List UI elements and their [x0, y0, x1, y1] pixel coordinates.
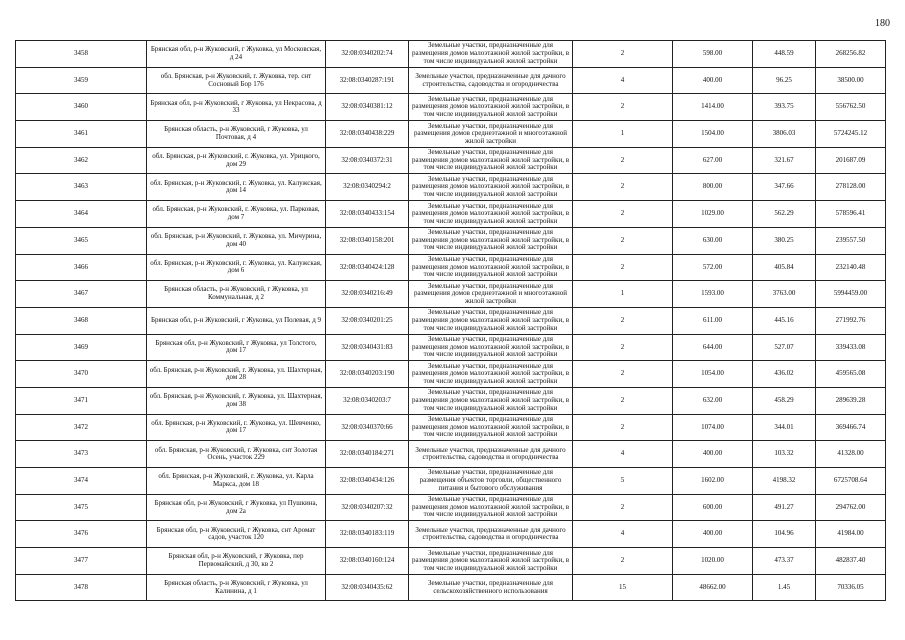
table-row — [16, 307, 886, 334]
cadastral-value-cell: 271992.76 — [816, 307, 886, 334]
address-cell: Брянская обл, р-н Жуковский, г Жуковка, ул Полевая, д 9 — [147, 307, 326, 334]
area-cell: 611.00 — [673, 307, 753, 334]
cadastral-number-cell: 32:08:0340202:74 — [326, 41, 409, 68]
area-cell: 400.00 — [673, 521, 753, 548]
area-cell: 400.00 — [673, 67, 753, 94]
table-row — [16, 41, 886, 68]
land-use-cell: Земельные участки, предназначенные для размещения домов малоэтажной жилой застройки, в том числе индивидуальной жилой застройки — [409, 494, 573, 521]
cadastral-value-cell: 289639.28 — [816, 387, 886, 414]
specific-value-cell: 473.37 — [753, 548, 816, 575]
table-row — [16, 254, 886, 281]
row-number: 3478 — [16, 574, 147, 601]
cadastral-value-cell: 201687.09 — [816, 147, 886, 174]
land-use-cell: Земельные участки, предназначенные для размещения домов среднеэтажной и многоэтажной жилой застройки — [409, 281, 573, 308]
land-use-cell: Земельные участки, предназначенные для размещения домов малоэтажной жилой застройки, в том числе индивидуальной жилой застройки — [409, 387, 573, 414]
row-number: 3458 — [16, 41, 147, 68]
land-use-cell: Земельные участки, предназначенные для дачного строительства, садоводства и огородничества — [409, 521, 573, 548]
specific-value-cell: 448.59 — [753, 41, 816, 68]
specific-value-cell: 562.29 — [753, 201, 816, 228]
address-cell: обл. Брянская, р-н Жуковский, г. Жуковка, ул. Карла Маркса, дом 18 — [147, 468, 326, 495]
address-cell: Брянская область, р-н Жуковский, г Жуковка, ул Почтовая, д 4 — [147, 121, 326, 148]
row-number: 3465 — [16, 227, 147, 254]
table-row — [16, 574, 886, 601]
area-cell: 644.00 — [673, 334, 753, 361]
group-cell: 2 — [573, 41, 673, 68]
specific-value-cell: 458.29 — [753, 387, 816, 414]
cadastral-number-cell: 32:08:0340207:32 — [326, 494, 409, 521]
group-cell: 2 — [573, 254, 673, 281]
specific-value-cell: 445.16 — [753, 307, 816, 334]
land-use-cell: Земельные участки, предназначенные для размещения домов малоэтажной жилой застройки, в том числе индивидуальной жилой застройки — [409, 94, 573, 121]
cadastral-value-cell: 38500.00 — [816, 67, 886, 94]
land-use-cell: Земельные участки, предназначенные для размещения домов малоэтажной жилой застройки, в том числе индивидуальной жилой застройки — [409, 548, 573, 575]
cadastral-value-cell: 70336.05 — [816, 574, 886, 601]
cadastral-value-cell: 369466.74 — [816, 414, 886, 441]
land-use-cell: Земельные участки, предназначенные для размещения домов малоэтажной жилой застройки, в том числе индивидуальной жилой застройки — [409, 227, 573, 254]
specific-value-cell: 491.27 — [753, 494, 816, 521]
group-cell: 2 — [573, 174, 673, 201]
row-number: 3459 — [16, 67, 147, 94]
address-cell: Брянская обл, р-н Жуковский, г Жуковка, ул Толстого, дом 17 — [147, 334, 326, 361]
specific-value-cell: 3806.03 — [753, 121, 816, 148]
land-use-cell: Земельные участки, предназначенные для размещения домов малоэтажной жилой застройки, в том числе индивидуальной жилой застройки — [409, 147, 573, 174]
area-cell: 1504.00 — [673, 121, 753, 148]
area-cell: 627.00 — [673, 147, 753, 174]
cadastral-number-cell: 32:08:0340216:49 — [326, 281, 409, 308]
group-cell: 2 — [573, 201, 673, 228]
cadastral-value-cell: 339433.08 — [816, 334, 886, 361]
row-number: 3471 — [16, 387, 147, 414]
group-cell: 2 — [573, 94, 673, 121]
page-number: 180 — [875, 18, 890, 29]
cadastral-number-cell: 32:08:0340201:25 — [326, 307, 409, 334]
table-row — [16, 414, 886, 441]
cadastral-value-cell: 6725708.64 — [816, 468, 886, 495]
land-use-cell: Земельные участки, предназначенные для сельскохозяйственного использования — [409, 574, 573, 601]
row-number: 3463 — [16, 174, 147, 201]
specific-value-cell: 380.25 — [753, 227, 816, 254]
address-cell: обл. Брянская, р-н Жуковский, г. Жуковка, ул. Шевченко, дом 17 — [147, 414, 326, 441]
cadastral-number-cell: 32:08:0340160:124 — [326, 548, 409, 575]
row-number: 3460 — [16, 94, 147, 121]
group-cell: 2 — [573, 361, 673, 388]
cadastral-number-cell: 32:08:0340184:271 — [326, 441, 409, 468]
row-number: 3472 — [16, 414, 147, 441]
address-cell: обл. Брянская, р-н Жуковский, г. Жуковка, ул. Урицкого, дом 29 — [147, 147, 326, 174]
cadastral-value-cell: 5724245.12 — [816, 121, 886, 148]
address-cell: Брянская область, р-н Жуковский, г Жуковка, ул Калинина, д 1 — [147, 574, 326, 601]
address-cell: Брянская обл, р-н Жуковский, г Жуковка, ул Московская, д 24 — [147, 41, 326, 68]
land-use-cell: Земельные участки, предназначенные для размещения домов малоэтажной жилой застройки, в том числе индивидуальной жилой застройки — [409, 334, 573, 361]
cadastral-value-cell: 239557.50 — [816, 227, 886, 254]
table-row — [16, 121, 886, 148]
group-cell: 1 — [573, 281, 673, 308]
address-cell: Брянская обл, р-н Жуковский, г Жуковка, пер Первомайский, д 30, кв 2 — [147, 548, 326, 575]
table-row — [16, 548, 886, 575]
group-cell: 2 — [573, 307, 673, 334]
row-number: 3461 — [16, 121, 147, 148]
specific-value-cell: 347.66 — [753, 174, 816, 201]
area-cell: 1593.00 — [673, 281, 753, 308]
group-cell: 4 — [573, 521, 673, 548]
group-cell: 5 — [573, 468, 673, 495]
row-number: 3464 — [16, 201, 147, 228]
group-cell: 2 — [573, 387, 673, 414]
group-cell: 2 — [573, 334, 673, 361]
area-cell: 600.00 — [673, 494, 753, 521]
area-cell: 630.00 — [673, 227, 753, 254]
area-cell: 1602.00 — [673, 468, 753, 495]
cadastral-number-cell: 32:08:0340287:191 — [326, 67, 409, 94]
address-cell: обл. Брянская, р-н Жуковский, г. Жуковка, ул. Мичурина, дом 40 — [147, 227, 326, 254]
cadastral-number-cell: 32:08:0340433:154 — [326, 201, 409, 228]
cadastral-value-cell: 5994459.00 — [816, 281, 886, 308]
address-cell: обл. Брянская, р-н Жуковский, г. Жуковка, тер. снт Сосновый Бор 176 — [147, 67, 326, 94]
group-cell: 1 — [573, 121, 673, 148]
address-cell: обл. Брянская, р-н Жуковский, г. Жуковка, ул. Калужская, дом 14 — [147, 174, 326, 201]
row-number: 3467 — [16, 281, 147, 308]
cadastral-number-cell: 32:08:0340438:229 — [326, 121, 409, 148]
cadastral-number-cell: 32:08:0340294:2 — [326, 174, 409, 201]
cadastral-number-cell: 32:08:0340372:31 — [326, 147, 409, 174]
row-number: 3468 — [16, 307, 147, 334]
land-use-cell: Земельные участки, предназначенные для размещения домов малоэтажной жилой застройки, в том числе индивидуальной жилой застройки — [409, 361, 573, 388]
row-number: 3473 — [16, 441, 147, 468]
area-cell: 1029.00 — [673, 201, 753, 228]
land-use-cell: Земельные участки, предназначенные для размещения объектов торговли, общественного питания и бытового обслуживания — [409, 468, 573, 495]
table-row — [16, 94, 886, 121]
cadastral-number-cell: 32:08:0340183:119 — [326, 521, 409, 548]
table-row — [16, 281, 886, 308]
row-number: 3476 — [16, 521, 147, 548]
specific-value-cell: 527.07 — [753, 334, 816, 361]
group-cell: 2 — [573, 227, 673, 254]
area-cell: 1414.00 — [673, 94, 753, 121]
group-cell: 2 — [573, 494, 673, 521]
area-cell: 48662.00 — [673, 574, 753, 601]
row-number: 3470 — [16, 361, 147, 388]
table-row — [16, 441, 886, 468]
specific-value-cell: 405.84 — [753, 254, 816, 281]
cadastral-number-cell: 32:08:0340158:201 — [326, 227, 409, 254]
address-cell: обл. Брянская, р-н Жуковский, г. Жуковка, ул. Шахтерная, дом 38 — [147, 387, 326, 414]
cadastral-value-cell: 232140.48 — [816, 254, 886, 281]
cadastral-value-table — [15, 40, 886, 601]
cadastral-number-cell: 32:08:0340381:12 — [326, 94, 409, 121]
specific-value-cell: 3763.00 — [753, 281, 816, 308]
area-cell: 400.00 — [673, 441, 753, 468]
land-use-cell: Земельные участки, предназначенные для размещения домов малоэтажной жилой застройки, в том числе индивидуальной жилой застройки — [409, 254, 573, 281]
land-use-cell: Земельные участки, предназначенные для размещения домов малоэтажной жилой застройки, в том числе индивидуальной жилой застройки — [409, 201, 573, 228]
specific-value-cell: 103.32 — [753, 441, 816, 468]
cadastral-value-cell: 278128.00 — [816, 174, 886, 201]
group-cell: 15 — [573, 574, 673, 601]
table-body — [16, 41, 886, 601]
cadastral-number-cell: 32:08:0340424:128 — [326, 254, 409, 281]
address-cell: Брянская обл, р-н Жуковский, г Жуковка, снт Аромат садов, участок 120 — [147, 521, 326, 548]
land-use-cell: Земельные участки, предназначенные для дачного строительства, садоводства и огородничества — [409, 67, 573, 94]
row-number: 3477 — [16, 548, 147, 575]
table-row — [16, 387, 886, 414]
cadastral-number-cell: 32:08:0340370:66 — [326, 414, 409, 441]
address-cell: обл. Брянская, р-н Жуковский, г. Жуковка, ул. Парковая, дом 7 — [147, 201, 326, 228]
cadastral-value-cell: 578596.41 — [816, 201, 886, 228]
area-cell: 572.00 — [673, 254, 753, 281]
row-number: 3462 — [16, 147, 147, 174]
cadastral-value-cell: 294762.00 — [816, 494, 886, 521]
specific-value-cell: 96.25 — [753, 67, 816, 94]
cadastral-value-cell: 459565.08 — [816, 361, 886, 388]
table-row — [16, 334, 886, 361]
cadastral-value-cell: 41984.00 — [816, 521, 886, 548]
address-cell: Брянская обл, р-н Жуковский, г Жуковка, ул Пушкина, дом 2а — [147, 494, 326, 521]
table-row — [16, 494, 886, 521]
group-cell: 4 — [573, 441, 673, 468]
cadastral-value-cell: 482837.40 — [816, 548, 886, 575]
specific-value-cell: 4198.32 — [753, 468, 816, 495]
land-use-cell: Земельные участки, предназначенные для размещения домов малоэтажной жилой застройки, в том числе индивидуальной жилой застройки — [409, 41, 573, 68]
group-cell: 2 — [573, 147, 673, 174]
cadastral-number-cell: 32:08:0340203:190 — [326, 361, 409, 388]
address-cell: обл. Брянская, р-н Жуковский, г. Жуковка, ул. Калужская, дом 6 — [147, 254, 326, 281]
address-cell: обл. Брянская, р-н Жуковский, г. Жуковка, ул. Шахтерная, дом 28 — [147, 361, 326, 388]
cadastral-value-cell: 556762.50 — [816, 94, 886, 121]
land-use-cell: Земельные участки, предназначенные для размещения домов малоэтажной жилой застройки, в том числе индивидуальной жилой застройки — [409, 174, 573, 201]
cadastral-number-cell: 32:08:0340435:62 — [326, 574, 409, 601]
specific-value-cell: 321.67 — [753, 147, 816, 174]
group-cell: 4 — [573, 67, 673, 94]
area-cell: 598.00 — [673, 41, 753, 68]
table-row — [16, 201, 886, 228]
row-number: 3474 — [16, 468, 147, 495]
table-row — [16, 67, 886, 94]
row-number: 3469 — [16, 334, 147, 361]
group-cell: 2 — [573, 548, 673, 575]
cadastral-value-cell: 41328.00 — [816, 441, 886, 468]
specific-value-cell: 436.02 — [753, 361, 816, 388]
cadastral-number-cell: 32:08:0340203:7 — [326, 387, 409, 414]
area-cell: 1074.00 — [673, 414, 753, 441]
area-cell: 800.00 — [673, 174, 753, 201]
cadastral-number-cell: 32:08:0340434:126 — [326, 468, 409, 495]
table-row — [16, 361, 886, 388]
specific-value-cell: 393.75 — [753, 94, 816, 121]
cadastral-value-cell: 268256.82 — [816, 41, 886, 68]
address-cell: обл. Брянская, р-н Жуковский, г. Жуковка, снт Золотая Осень, участок 229 — [147, 441, 326, 468]
specific-value-cell: 104.96 — [753, 521, 816, 548]
row-number: 3475 — [16, 494, 147, 521]
row-number: 3466 — [16, 254, 147, 281]
address-cell: Брянская область, р-н Жуковский, г Жуковка, ул Коммунальная, д 2 — [147, 281, 326, 308]
specific-value-cell: 1.45 — [753, 574, 816, 601]
cadastral-number-cell: 32:08:0340431:83 — [326, 334, 409, 361]
land-use-cell: Земельные участки, предназначенные для дачного строительства, садоводства и огородничества — [409, 441, 573, 468]
table-row — [16, 174, 886, 201]
area-cell: 1020.00 — [673, 548, 753, 575]
address-cell: Брянская обл, р-н Жуковский, г Жуковка, ул Некрасова, д 33 — [147, 94, 326, 121]
group-cell: 2 — [573, 414, 673, 441]
land-use-cell: Земельные участки, предназначенные для размещения домов среднеэтажной и многоэтажной жилой застройки — [409, 121, 573, 148]
table-row — [16, 147, 886, 174]
land-use-cell: Земельные участки, предназначенные для размещения домов малоэтажной жилой застройки, в том числе индивидуальной жилой застройки — [409, 414, 573, 441]
table-row — [16, 521, 886, 548]
table-row — [16, 468, 886, 495]
land-use-cell: Земельные участки, предназначенные для размещения домов малоэтажной жилой застройки, в том числе индивидуальной жилой застройки — [409, 307, 573, 334]
area-cell: 632.00 — [673, 387, 753, 414]
table-row — [16, 227, 886, 254]
area-cell: 1054.00 — [673, 361, 753, 388]
specific-value-cell: 344.01 — [753, 414, 816, 441]
